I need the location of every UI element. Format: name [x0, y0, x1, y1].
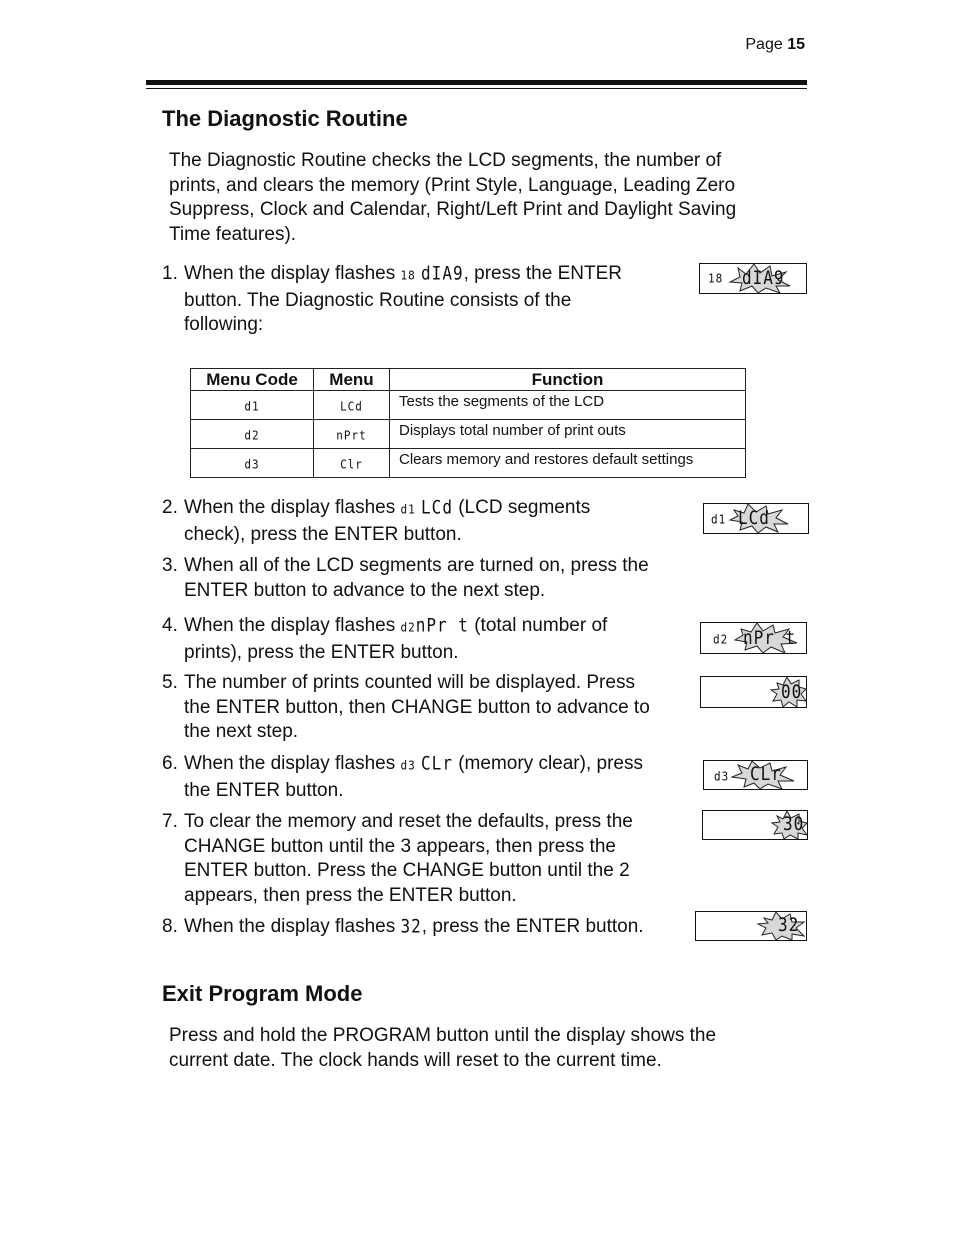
- step-text: check), press the ENTER button.: [184, 523, 462, 545]
- lcd-code-small: d3: [400, 757, 416, 773]
- page-number: [745, 36, 805, 54]
- lcd-main-digits: nPr t: [743, 626, 797, 649]
- menu-name: LCd: [340, 398, 363, 414]
- lcd-code: 32: [400, 915, 422, 938]
- step-number: 7.: [162, 811, 178, 832]
- lcd-main-digits: CLr: [750, 762, 782, 785]
- step-1: [162, 262, 692, 338]
- step-3: [162, 554, 692, 603]
- menu-name: nPrt: [336, 427, 367, 443]
- lcd-display-nprt: [700, 622, 807, 654]
- page-number-value: 15: [787, 36, 805, 53]
- lcd-code: LCd: [421, 496, 453, 519]
- step-text: When the display flashes: [184, 753, 396, 774]
- step-text: When all of the LCD segments are turned on, press the: [184, 555, 649, 576]
- intro-line: prints, and clears the memory (Print Style, Language, Leading Zero: [169, 174, 736, 196]
- header-rule-thin: [146, 88, 807, 89]
- lcd-display-clr: [703, 760, 808, 790]
- step-text: When the display flashes: [184, 263, 396, 284]
- lcd-code-small: d2: [400, 619, 416, 635]
- step-6: [162, 752, 692, 803]
- step-4: [162, 614, 692, 665]
- menu-function: Tests the segments of the LCD: [390, 391, 746, 420]
- step-text: the next step.: [184, 721, 299, 742]
- lcd-small-digits: d2: [713, 632, 729, 647]
- lcd-display-30: [702, 810, 808, 840]
- table-row: [191, 449, 746, 478]
- step-text: (memory clear), press: [458, 753, 643, 774]
- menu-table: [190, 368, 746, 478]
- menu-code: d3: [244, 456, 260, 472]
- step-text: When the display flashes: [184, 916, 396, 937]
- step-text: the ENTER button, then CHANGE button to advance to: [184, 696, 650, 718]
- lcd-main-digits: 00: [781, 680, 803, 703]
- exit-paragraph: [169, 1024, 809, 1073]
- menu-name: Clr: [340, 456, 363, 472]
- table-header-row: [191, 369, 746, 391]
- step-text: ENTER button. Press the CHANGE button until the 2: [184, 860, 630, 881]
- step-text: CHANGE button until the 3 appears, then press the: [184, 835, 616, 857]
- lcd-small-digits: 18: [708, 271, 724, 286]
- step-text: To clear the memory and reset the defaults, press the: [184, 811, 633, 832]
- step-7: [162, 810, 692, 908]
- table-row: [191, 420, 746, 449]
- step-text: button. The Diagnostic Routine consists of the: [184, 289, 572, 311]
- step-text: When the display flashes: [184, 615, 396, 636]
- step-number: 2.: [162, 497, 178, 518]
- table-header: Menu: [314, 369, 390, 391]
- lcd-main-digits: 32: [778, 913, 800, 936]
- step-text: When the display flashes: [184, 497, 396, 518]
- step-text: appears, then press the ENTER button.: [184, 884, 517, 906]
- menu-code: d1: [244, 398, 260, 414]
- lcd-main-digits: dIA9: [742, 266, 785, 289]
- step-text: ENTER button to advance to the next step.: [184, 579, 546, 601]
- step-number: 8.: [162, 916, 178, 937]
- lcd-small-digits: d3: [714, 769, 730, 784]
- lcd-code: CLr: [421, 752, 453, 775]
- lcd-display-lcd: [703, 503, 809, 534]
- lcd-display-32: [695, 911, 807, 941]
- table-header: Function: [390, 369, 746, 391]
- step-8: [162, 915, 692, 940]
- lcd-display-diag: [699, 263, 807, 294]
- step-5: [162, 671, 692, 745]
- lcd-code-small: d1: [400, 501, 416, 517]
- header-rule-thick: [146, 80, 807, 85]
- exit-line: current date. The clock hands will reset to the current time.: [169, 1049, 662, 1071]
- section-title-exit: Exit Program Mode: [162, 981, 363, 1006]
- menu-function: Clears memory and restores default settings: [390, 449, 746, 478]
- step-text: the ENTER button.: [184, 779, 344, 801]
- lcd-code: dIA9: [421, 262, 464, 285]
- step-text: following:: [184, 314, 264, 335]
- lcd-small-digits: d1: [711, 512, 727, 527]
- step-number: 5.: [162, 672, 178, 693]
- intro-line: Suppress, Clock and Calendar, Right/Left Print and Daylight Saving: [169, 199, 737, 220]
- step-number: 1.: [162, 263, 178, 284]
- menu-function: Displays total number of print outs: [390, 420, 746, 449]
- step-number: 4.: [162, 615, 178, 636]
- intro-line: Time features).: [169, 223, 297, 245]
- step-text: prints), press the ENTER button.: [184, 641, 459, 663]
- table-row: [191, 391, 746, 420]
- step-2: [162, 496, 692, 547]
- lcd-main-digits: 30: [783, 812, 805, 835]
- step-number: 6.: [162, 753, 178, 774]
- menu-code: d2: [244, 427, 260, 443]
- step-text: The number of prints counted will be displayed. Press: [184, 672, 635, 693]
- intro-line: The Diagnostic Routine checks the LCD segments, the number of: [169, 150, 722, 171]
- table-header: Menu Code: [191, 369, 314, 391]
- exit-line: Press and hold the PROGRAM button until the display shows the: [169, 1025, 717, 1046]
- page-word: Page: [745, 36, 783, 53]
- lcd-code-small: 18: [400, 267, 416, 283]
- step-text: , press the ENTER button.: [421, 916, 644, 937]
- lcd-code: nPr t: [415, 614, 469, 637]
- intro-paragraph: [169, 149, 809, 247]
- step-text: , press the ENTER: [463, 263, 622, 284]
- step-text: (total number of: [474, 615, 608, 636]
- step-text: (LCD segments: [458, 497, 591, 518]
- lcd-display-count: [700, 676, 807, 708]
- step-number: 3.: [162, 555, 178, 576]
- section-title-diagnostic: The Diagnostic Routine: [162, 106, 408, 131]
- lcd-main-digits: LCd: [738, 506, 770, 529]
